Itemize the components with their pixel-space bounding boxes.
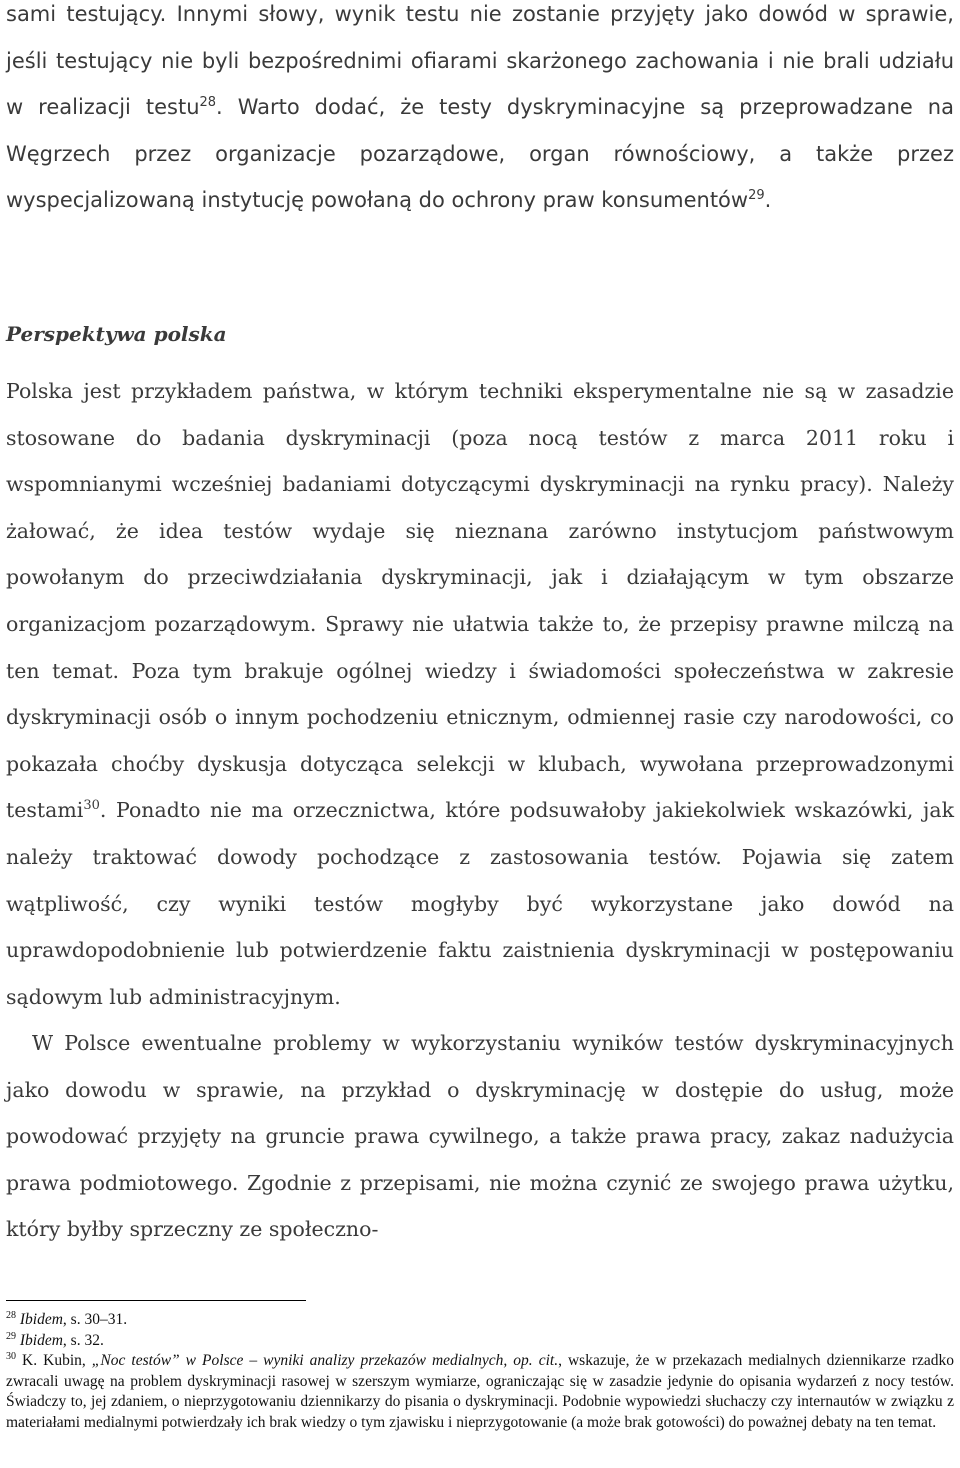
footnote-ref-29[interactable]: 29 bbox=[748, 188, 765, 203]
footnote-29-ibidem: Ibidem bbox=[19, 1331, 63, 1349]
paragraph-1-text-a: sami testujący. Innymi słowy, wynik testu nie zostanie przyjęty jako dowód w sprawie, jeśli testujący nie byli bezpośrednimi ofiarami skarżonego zachowania i nie brali udziału w realizacji testu bbox=[6, 2, 954, 119]
section-heading: Perspektywa polska bbox=[6, 322, 227, 346]
footnote-29 bbox=[6, 1331, 954, 1352]
footnote-30-title: „Noc testów” w Polsce – wyniki analizy przekazów medialnych, op. cit. bbox=[91, 1352, 559, 1369]
footnote-30-text: , wskazuje, że w przekazach medialnych dziennikarze rzadko zwracali uwagę na problem dyskryminacji rasowej w szerszym wymiarze, ograniczając się w zasadzie jedynie do opisania wydarzeń z nocy testów. Świadczy to, jej zdaniem, o nieprzygotowaniu dziennikarzy do pisania o dyskryminacji. Podobnie wypowiedzi słuchaczy czy internautów w związku z materiałami medialnymi potwierdzały ich brak wiedzy o tym zjawisku i nieprzygotowanie (a może brak gotowości) do poważnej debaty na ten temat. bbox=[6, 1352, 955, 1431]
document-page bbox=[6, 0, 955, 1431]
paragraph-3: W Polsce ewentualne problemy w wykorzystaniu wyników testów dyskryminacyjnych jako dowodu w sprawie, na przykład o dyskryminację w dostępie do usług, może powodować przyjęty na gruncie prawa cywilnego, a także prawa pracy, zakaz nadużycia prawa podmiotowego. Zgodnie z przepisami, nie można czynić ze swojego prawa użytku, który byłby sprzeczny ze społeczno- bbox=[6, 1031, 954, 1242]
paragraph-2-text-b: . Ponadto nie ma orzecznictwa, które podsuwałoby jakiekolwiek wskazówki, jak należy traktować dowody pochodzące z zastosowania testów. Pojawia się zatem wątpliwość, czy wyniki testów mogłyby być wykorzystane jako dowód na uprawdopodobnienie lub potwierdzenie faktu zaistnienia dyskryminacji w postępowaniu sądowym lub administracyjnym. bbox=[6, 798, 954, 1009]
footnote-ref-28[interactable]: 28 bbox=[199, 95, 217, 110]
paragraph-2-text-a: Polska jest przykładem państwa, w którym techniki eksperymentalne nie są w zasadzie stosowane do badania dyskryminacji (poza nocą testów z marca 2011 roku i wspomnianymi wcześniej badaniami dotyczącymi dyskryminacji na rynku pracy). Należy żałować, że idea testów wydaje się nieznana zarówno instytucjom państwowym powołanym do przeciwdziałania dyskryminacji, jak i działającym w tym obszarze organizacjom pozarządowym. Sprawy nie ułatwia także to, że przepisy prawne milczą na ten temat. Poza tym brakuje ogólnej wiedzy i świadomości społeczeństwa w zakresie dyskryminacji osób o innym pochodzeniu etnicznym, odmiennej rasie czy narodowości, co pokazała choćby dyskusja dotycząca selekcji w klubach, wywołana przeprowadzonymi testami bbox=[6, 379, 954, 823]
footnote-30-author: K. Kubin, bbox=[16, 1352, 92, 1369]
footnote-28-number: 28 bbox=[6, 1309, 16, 1321]
footnote-28-ibidem: Ibidem bbox=[19, 1311, 63, 1328]
paragraph-1 bbox=[6, 0, 954, 224]
paragraph-2 bbox=[6, 368, 954, 1020]
footnote-separator bbox=[6, 1300, 306, 1301]
paragraph-1-text-b: . Warto dodać, że testy dyskryminacyjne są przeprowadzane na Węgrzech przez organizacje pozarządowe, organ równościowy, a także przez wyspecjalizowaną instytucję powołaną do ochrony praw konsumentów bbox=[6, 95, 954, 212]
footnote-29-text: , s. 32. bbox=[62, 1331, 104, 1349]
footnote-30-number: 30 bbox=[6, 1350, 16, 1362]
paragraph-1-text-c: . bbox=[764, 188, 772, 212]
footnote-30 bbox=[6, 1351, 954, 1433]
footnotes bbox=[6, 1310, 954, 1433]
footnote-29-number: 29 bbox=[6, 1330, 16, 1342]
footnote-ref-30[interactable]: 30 bbox=[83, 798, 100, 814]
footnote-28-text: , s. 30–31. bbox=[62, 1311, 128, 1328]
footnote-28 bbox=[6, 1310, 954, 1331]
